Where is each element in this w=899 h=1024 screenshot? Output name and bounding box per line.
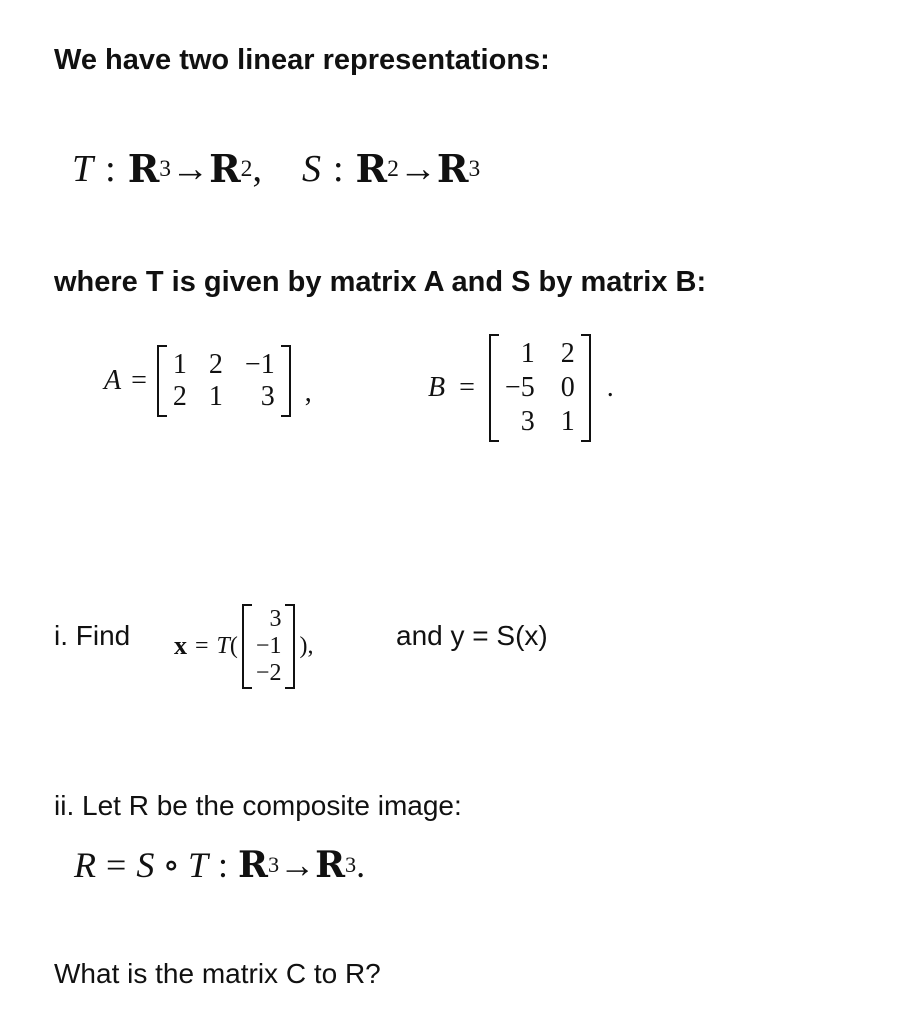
map-s-domain: R [355,146,388,191]
part-i-vector [242,604,296,689]
part-ii-label: ii. Let R be the composite image: [54,790,462,821]
matrix-b-cell: 1 [520,338,535,369]
matrix-a-cell: −1 [244,349,275,380]
part-i-open-paren: ( [229,632,238,659]
composite-codomain: R [315,844,346,886]
part-i-vector-cell: 3 [269,605,282,632]
part-i-x-var: x [174,631,187,660]
part-i-vector-left-bracket [242,604,252,689]
matrix-b-right-bracket [581,334,591,442]
map-s-colon: : [332,147,344,190]
part-i-comma: , [307,632,314,659]
map-t-codomain: R [209,146,241,191]
matrix-b-equals: = [459,372,475,403]
composite-colon: : [218,845,229,885]
part-i-vector-cell: −2 [255,659,282,686]
matrix-b-cell: 3 [520,406,535,437]
question: What is the matrix C to R? [54,958,381,989]
composite-compose-symbol: ∘ [162,845,180,885]
matrix-b [489,334,591,442]
matrix-b-cell: −5 [504,372,535,403]
matrix-a-right-bracket [281,345,291,417]
matrix-a-equation [104,333,312,429]
part-i-equals: = [195,632,209,659]
part-i-tail: and y = S(x) [396,620,548,651]
map-t-domain: R [127,146,160,191]
composite-r-name: R [74,845,96,885]
map-s-name: S [301,147,321,190]
part-i-label: i. Find [54,620,131,651]
part-i-map-name: T [216,632,230,659]
matrix-b-cell: 0 [560,372,575,403]
map-s-codomain: R [436,146,469,191]
matrix-a-cell: 2 [172,381,187,412]
composite-s-name: S [136,845,155,885]
part-i-equation [174,586,313,706]
mapping-definitions: T : R 3 → R 2 , S : R 2 → R 3 [72,146,481,191]
matrix-b-equation [428,320,614,456]
composite-equation: R = S ∘ T : R 3 → R 3 . [74,844,366,886]
composite-domain: R [238,844,268,886]
composite-period: . [356,845,366,885]
matrix-b-left-bracket [489,334,499,442]
matrix-a-left-bracket [157,345,167,417]
composite-t-name: T [187,845,208,885]
map-separator: , [252,147,262,190]
composite-arrow: → [279,845,316,885]
part-i-close-paren: ) [299,632,308,659]
matrix-a [157,345,291,417]
heading: We have two linear representations: [54,44,550,76]
matrix-a-cell: 1 [208,381,223,412]
matrix-b-name: B [428,372,446,403]
matrix-a-name: A [104,365,122,396]
matrix-b-cell: 2 [560,338,575,369]
map-s-arrow: → [398,147,437,190]
map-t-colon: : [105,147,116,190]
part-i-vector-right-bracket [285,604,295,689]
composite-equals: = [106,845,127,885]
map-t-arrow: → [171,147,210,190]
matrix-a-cell: 3 [260,381,275,412]
where-text: where T is given by matrix A and S by matrix B: [54,266,707,298]
matrix-a-comma: , [304,377,312,408]
matrix-a-cell: 2 [208,349,223,380]
matrix-b-cell: 1 [560,406,575,437]
matrix-a-cell: 1 [172,349,187,380]
map-t-name: T [72,147,94,190]
matrix-a-equals: = [131,365,147,396]
matrix-b-period: . [606,372,614,403]
part-i-vector-cell: −1 [255,632,282,659]
